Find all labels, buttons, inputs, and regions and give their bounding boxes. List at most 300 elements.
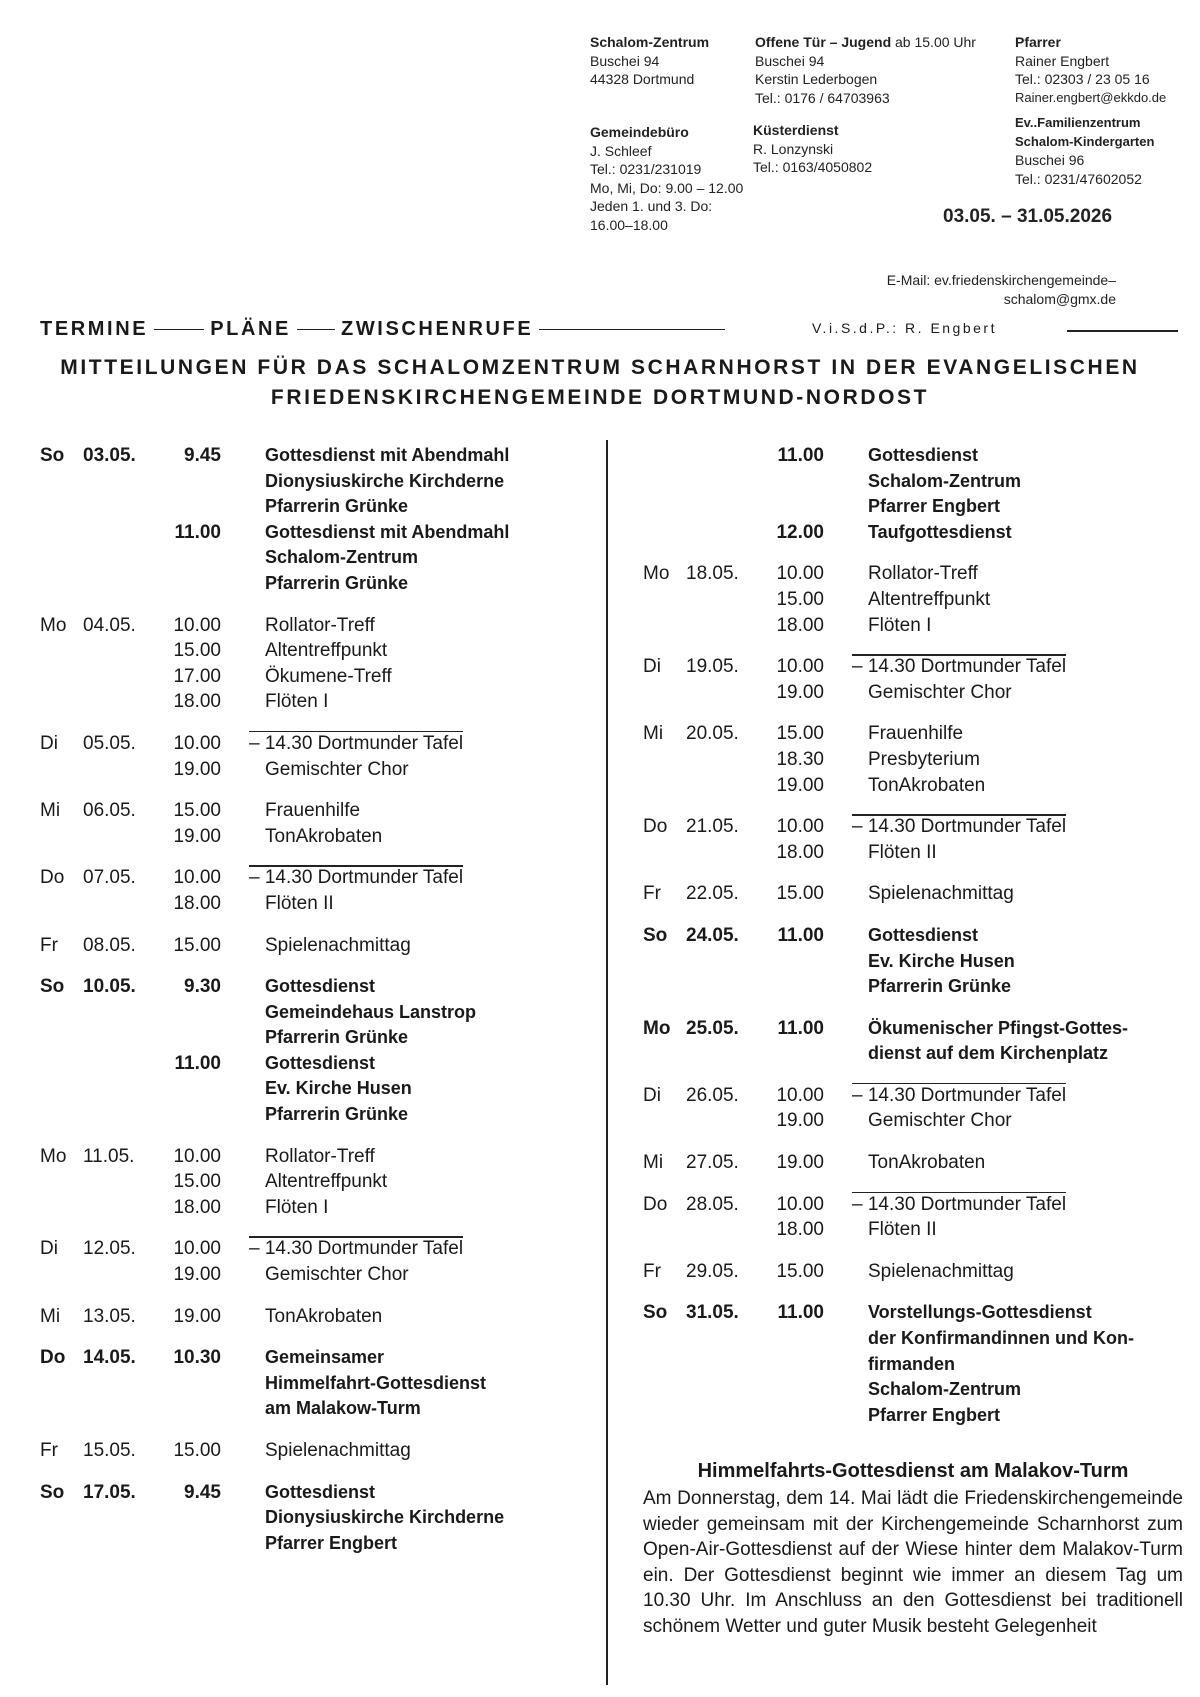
entry-text: Spielenachmittag [265,1440,411,1461]
entry-date: 07.05. [83,867,136,889]
email-address[interactable] [887,271,1116,308]
entry-weekday: Fr [40,934,58,956]
schedule-entry [643,881,1183,907]
email-line: E-Mail: ev.friedenskirchengemeinde– [886,272,1116,288]
entry-row [40,865,590,891]
schedule-entry [643,1192,1183,1243]
entry-time: 15.00 [173,1171,221,1193]
contact-line: Buschei 96 [1015,152,1085,168]
banner-word: PLÄNE [210,318,291,340]
entry-text: Flöten I [265,691,329,713]
banner-rule [297,329,335,331]
contact-offene-tuer [755,33,976,107]
entry-date: 14.05. [83,1347,136,1369]
visdp-note: V.i.S.d.P.: R. Engbert [812,320,997,336]
entry-text: Flöten II [265,892,334,914]
entry-text: – 14.30 Dortmunder Tafel [852,1084,1067,1106]
banner-word: ZWISCHENRUFE [341,318,534,340]
entry-row [40,824,590,850]
article-title: Himmelfahrts-Gottesdienst am Malakov-Turm [697,1460,1129,1482]
entry-text: – 14.30 Dortmunder Tafel [249,867,464,889]
entry-date: 17.05. [83,1481,136,1503]
entry-row [643,654,1183,680]
entry-row [40,1144,590,1170]
entry-weekday: Fr [643,1260,661,1282]
entry-text: – 14.30 Dortmunder Tafel [852,1193,1067,1215]
entry-row [40,613,590,639]
entry-weekday: Mo [643,563,670,585]
entry-row [643,520,1183,546]
entry-row [643,949,1183,975]
entry-weekday: Mi [40,1305,61,1327]
entry-date: 06.05. [83,800,136,822]
entry-date: 15.05. [83,1440,136,1461]
contact-line: 16.00–18.00 [590,216,668,233]
entry-row [40,1076,590,1102]
entry-text: Gottesdienst mit Abendmahl [265,521,510,542]
entry-text: Ev. Kirche Husen [265,1078,412,1099]
contact-email-link[interactable]: Rainer.engbert@ekkdo.de [1015,89,1167,105]
entry-date: 03.05. [83,445,136,466]
contact-label: Ev..Familienzentrum [1015,115,1141,130]
entry-text: Himmelfahrt-Gottesdienst [265,1372,487,1393]
schedule-entry [40,1236,590,1287]
entry-row [643,1108,1183,1134]
entry-time: 12.00 [776,521,824,543]
entry-row [643,561,1183,587]
entry-date: 18.05. [686,563,739,585]
entry-time: 18.00 [173,892,221,914]
schedule-entry [40,731,590,782]
entry-time: 9.30 [184,976,221,998]
entry-time: 9.45 [184,1481,221,1503]
entry-text: Frauenhilfe [868,723,964,745]
entry-time: 19.00 [173,825,221,847]
entry-text: Spielenachmittag [868,1260,1014,1282]
entry-date: 22.05. [686,883,739,905]
entry-time: 15.00 [776,588,824,610]
schedule-entry [40,1480,590,1557]
entry-row [40,1531,590,1557]
entry-text: Dionysiuskirche Kirchderne [265,470,505,491]
entry-row [40,1195,590,1221]
entry-text: Pfarrerin Grünke [265,1027,409,1048]
entry-text: firmanden [868,1353,956,1374]
entry-row [643,881,1183,907]
entry-time: 19.00 [173,758,221,780]
entry-row [643,680,1183,706]
schedule-entry [643,1300,1183,1428]
entry-text: Spielenachmittag [265,934,411,956]
entry-row [643,747,1183,773]
contact-familienzentrum [1015,114,1154,188]
entry-row [40,798,590,824]
entry-time: 18.00 [776,841,824,863]
entry-text: Rollator-Treff [868,563,978,585]
entry-text: Schalom-Zentrum [868,470,1022,491]
banner-title [40,318,731,341]
schedule-entry [40,1345,590,1422]
entry-text: Spielenachmittag [868,883,1014,905]
contact-line: Rainer Engbert [1015,52,1110,69]
entry-time: 17.00 [173,665,221,687]
entry-text: Pfarrerin Grünke [868,976,1012,997]
schedule-left-column [40,443,590,1572]
entry-text: Rollator-Treff [265,1145,375,1167]
email-line: schalom@gmx.de [1003,290,1116,307]
contact-label: Offene Tür – Jugend [755,34,892,50]
entry-row [40,1102,590,1128]
entry-text: Pfarrer Engbert [868,496,1001,517]
entry-text: Flöten II [868,1219,937,1241]
entry-text: Ökumene-Treff [265,665,392,687]
entry-row [40,545,590,571]
entry-time: 10.00 [173,1145,221,1167]
entry-time: 15.00 [173,934,221,956]
headline-line: MITTEILUNGEN FÜR DAS SCHALOMZENTRUM SCHARNHORST IN DER EVANGELISCHEN [60,356,1140,379]
entry-text: Rollator-Treff [265,614,375,636]
entry-date: 04.05. [83,614,136,636]
entry-text: TonAkrobaten [265,825,383,847]
entry-date: 29.05. [686,1260,739,1282]
entry-time: 10.30 [173,1347,221,1369]
schedule-entry [40,443,590,597]
entry-weekday: Di [643,1084,661,1106]
schedule-right-column [643,443,1183,1444]
entry-text: Schalom-Zentrum [265,547,419,568]
entry-weekday: Mo [40,614,67,636]
contact-line: Tel.: 0176 / 64703963 [755,89,890,106]
contact-label: Gemeindebüro [590,124,689,140]
entry-row [643,443,1183,469]
contact-line: Tel.: 0231/47602052 [1015,170,1142,187]
entry-weekday: So [643,1302,668,1324]
entry-text: dienst auf dem Kirchenplatz [868,1043,1109,1064]
contact-label-suffix: ab 15.00 Uhr [891,34,976,50]
schedule-entry [643,1150,1183,1176]
entry-row [643,1326,1183,1352]
entry-weekday: Fr [40,1440,58,1461]
entry-time: 9.45 [184,445,221,466]
contact-line: Buschei 94 [590,52,660,69]
contact-line: 44328 Dortmund [590,71,695,87]
entry-row [40,1396,590,1422]
entry-time: 11.00 [777,445,824,466]
entry-text: Gemischter Chor [265,758,409,780]
schedule-entry [643,443,1183,545]
entry-row [643,494,1183,520]
entry-weekday: Mo [643,1017,671,1039]
entry-time: 19.00 [776,681,824,703]
entry-text: Gottesdienst [265,1481,376,1502]
entry-text: am Malakow-Turm [265,1398,421,1419]
entry-row [40,638,590,664]
entry-weekday: So [40,445,65,466]
entry-text: Altentreffpunkt [868,588,991,610]
entry-time: 15.00 [173,800,221,822]
entry-time: 10.00 [776,1193,824,1215]
entry-text: Ev. Kirche Husen [868,950,1015,971]
entry-text: TonAkrobaten [868,1152,986,1174]
entry-row [40,1236,590,1262]
entry-text: Gottesdienst [868,445,979,465]
entry-date: 10.05. [83,976,136,998]
contact-label: Schalom-Zentrum [590,34,710,50]
article-body: Am Donnerstag, dem 14. Mai lädt die Friedenskirchengemeinde wieder gemeinsam mit der Kirchengemeinde Scharnhorst zum Open-Air-Gottesdienst auf der Wiese hinter dem Malakov-Turm ein. Der Gottesdienst beginnt wie immer an diesem Tag um 10.30 Uhr. Im Anschluss an den Gottesdienst bei traditionell schönem Wetter und guter Musik besteht Gelegenheit [643,1488,1183,1637]
entry-text: Presbyterium [868,748,980,770]
entry-weekday: So [643,924,668,946]
entry-row [40,757,590,783]
entry-time: 18.00 [776,1219,824,1241]
entry-time: 18.00 [776,614,824,636]
entry-date: 31.05. [686,1302,739,1324]
entry-time: 10.00 [776,1084,824,1106]
entry-weekday: Mi [40,800,61,822]
contact-line: Mo, Mi, Do: 9.00 – 12.00 [590,179,744,196]
entry-date: 27.05. [686,1152,739,1174]
entry-row [643,1377,1183,1403]
entry-row [40,1505,590,1531]
entry-weekday: Di [40,1238,58,1260]
entry-time: 10.00 [776,656,824,678]
headline-line: FRIEDENSKIRCHENGEMEINDE DORTMUND-NORDOST [270,386,930,409]
entry-row [643,469,1183,495]
headline [0,353,1200,413]
entry-row [40,469,590,495]
entry-time: 11.00 [777,1017,824,1039]
contact-line: J. Schleef [590,142,652,159]
entry-weekday: So [40,976,65,998]
entry-text: Gemeinsamer [265,1347,385,1368]
entry-row [40,1371,590,1397]
entry-date: 11.05. [83,1145,135,1167]
entry-row [40,974,590,1000]
entry-row [643,814,1183,840]
schedule-entry [643,561,1183,638]
schedule-entry [643,721,1183,798]
entry-time: 18.00 [173,691,221,713]
entry-weekday: Mi [643,723,664,745]
entry-row [40,1025,590,1051]
entry-date: 20.05. [686,723,739,745]
entry-text: Flöten II [868,841,937,863]
entry-text: Pfarrerin Grünke [265,496,409,517]
entry-time: 10.00 [173,614,221,636]
entry-row [40,1169,590,1195]
entry-time: 10.00 [776,816,824,838]
entry-row [643,721,1183,747]
entry-text: Ökumenischer Pfingst-Gottes- [868,1017,1129,1038]
entry-row [40,664,590,690]
entry-text: Gemischter Chor [265,1264,409,1286]
entry-time: 19.00 [776,1110,824,1132]
entry-time: 15.00 [776,1260,824,1282]
entry-date: 26.05. [686,1084,739,1106]
entry-row [643,1150,1183,1176]
entry-row [643,1192,1183,1218]
entry-row [40,689,590,715]
schedule-entry [40,798,590,849]
banner-rule [154,329,204,331]
entry-weekday: Di [40,732,58,754]
contact-pfarrer [1015,33,1166,107]
entry-row [40,891,590,917]
contact-line: R. Lonzynski [753,140,834,157]
entry-row [40,1000,590,1026]
contact-line: Jeden 1. und 3. Do: [590,198,713,214]
entry-text: Gottesdienst mit Abendmahl [265,445,510,465]
contact-gemeindebuero [590,123,743,234]
entry-time: 15.00 [173,640,221,662]
entry-time: 15.00 [173,1440,221,1461]
entry-text: Gottesdienst [868,924,979,945]
entry-weekday: So [40,1481,65,1503]
date-range: 03.05. – 31.05.2026 [943,206,1113,227]
entry-weekday: Do [40,867,65,889]
entry-row [643,1083,1183,1109]
entry-weekday: Di [643,656,661,678]
entry-date: 08.05. [83,934,136,956]
entry-row [40,1304,590,1330]
banner-rule-end [1067,330,1178,332]
entry-weekday: Do [643,816,668,838]
contact-label: Küsterdienst [753,122,839,138]
entry-text: – 14.30 Dortmunder Tafel [852,816,1067,838]
entry-text: TonAkrobaten [868,774,986,796]
entry-row [40,443,590,469]
schedule-entry [40,1304,590,1330]
entry-date: 19.05. [686,656,739,678]
entry-text: Pfarrer Engbert [868,1404,1001,1425]
entry-weekday: Fr [643,883,661,905]
entry-text: Dionysiuskirche Kirchderne [265,1507,505,1528]
entry-date: 13.05. [83,1305,136,1327]
entry-text: Gottesdienst [265,976,376,997]
schedule-entry [643,1016,1183,1067]
schedule-entry [40,1438,590,1464]
entry-text: Vorstellungs-Gottesdienst [868,1302,1092,1323]
entry-row [643,773,1183,799]
entry-text: Pfarrer Engbert [265,1532,398,1553]
schedule-entry [643,1259,1183,1285]
entry-row [40,1438,590,1464]
contact-label-row [755,33,976,52]
entry-date: 21.05. [686,816,739,838]
entry-text: Gottesdienst [265,1052,376,1073]
entry-row [40,1345,590,1371]
entry-text: Altentreffpunkt [265,1171,388,1193]
contact-label: Pfarrer [1015,34,1061,50]
schedule-entry [643,1083,1183,1134]
banner-word: TERMINE [40,318,149,340]
entry-text: Gemischter Chor [868,681,1012,703]
contact-kuesterdienst [753,121,872,177]
entry-row [643,923,1183,949]
contact-line: Kerstin Lederbogen [755,71,878,87]
entry-time: 18.30 [776,748,824,770]
entry-text: Pfarrerin Grünke [265,1104,409,1125]
entry-row [643,1403,1183,1429]
entry-row [643,587,1183,613]
entry-row [40,1051,590,1077]
contact-line: Buschei 94 [755,52,825,69]
entry-weekday: Mi [643,1152,664,1174]
schedule-entry [643,654,1183,705]
entry-row [643,1300,1183,1326]
schedule-entry [40,1144,590,1221]
entry-date: 05.05. [83,732,136,754]
entry-text: Gemeindehaus Lanstrop [265,1001,477,1022]
schedule-entry [40,933,590,959]
entry-time: 15.00 [776,723,824,745]
entry-time: 11.00 [174,521,221,543]
entry-time: 11.00 [777,924,824,946]
entry-time: 11.00 [777,1302,824,1324]
entry-time: 19.00 [173,1264,221,1286]
schedule-entry [40,974,590,1128]
entry-date: 25.05. [686,1017,739,1039]
entry-weekday: Do [643,1193,668,1215]
entry-time: 15.00 [776,883,824,905]
column-divider [606,440,608,1685]
entry-time: 10.00 [173,867,221,889]
schedule-entry [40,613,590,715]
entry-date: 24.05. [686,924,739,946]
entry-text: Pfarrerin Grünke [265,572,409,593]
entry-text: Schalom-Zentrum [868,1379,1022,1400]
entry-date: 12.05. [83,1238,136,1260]
contact-label-2: Schalom-Kindergarten [1015,133,1155,149]
entry-weekday: Mo [40,1145,67,1167]
entry-row [643,840,1183,866]
entry-row [643,1217,1183,1243]
entry-text: der Konfirmandinnen und Kon- [868,1328,1134,1349]
contact-line: Tel.: 02303 / 23 05 16 [1015,71,1150,87]
entry-row [643,1352,1183,1378]
entry-row [40,520,590,546]
schedule-entry [40,865,590,916]
entry-time: 19.00 [776,774,824,796]
entry-time: 10.00 [173,1238,221,1260]
entry-row [40,1262,590,1288]
banner-rule [539,329,725,331]
entry-text: TonAkrobaten [265,1305,383,1327]
entry-row [643,1259,1183,1285]
entry-text: – 14.30 Dortmunder Tafel [249,732,464,754]
entry-time: 18.00 [173,1196,221,1218]
entry-row [643,1016,1183,1042]
contact-line: Tel.: 0163/4050802 [753,159,873,175]
entry-row [40,933,590,959]
entry-text: Flöten I [868,614,932,636]
entry-row [40,731,590,757]
entry-time: 11.00 [174,1052,221,1074]
entry-text: Gemischter Chor [868,1110,1012,1132]
schedule-entry [643,814,1183,865]
entry-row [643,613,1183,639]
entry-row [643,974,1183,1000]
entry-text: Altentreffpunkt [265,640,388,662]
entry-row [40,1480,590,1506]
entry-row [40,571,590,597]
entry-text: Taufgottesdienst [868,521,1012,542]
entry-time: 19.00 [776,1152,824,1174]
entry-time: 19.00 [173,1305,221,1327]
entry-text: Flöten I [265,1196,329,1218]
entry-weekday: Do [40,1347,66,1369]
entry-date: 28.05. [686,1193,739,1215]
contact-schalom-zentrum [590,33,709,89]
